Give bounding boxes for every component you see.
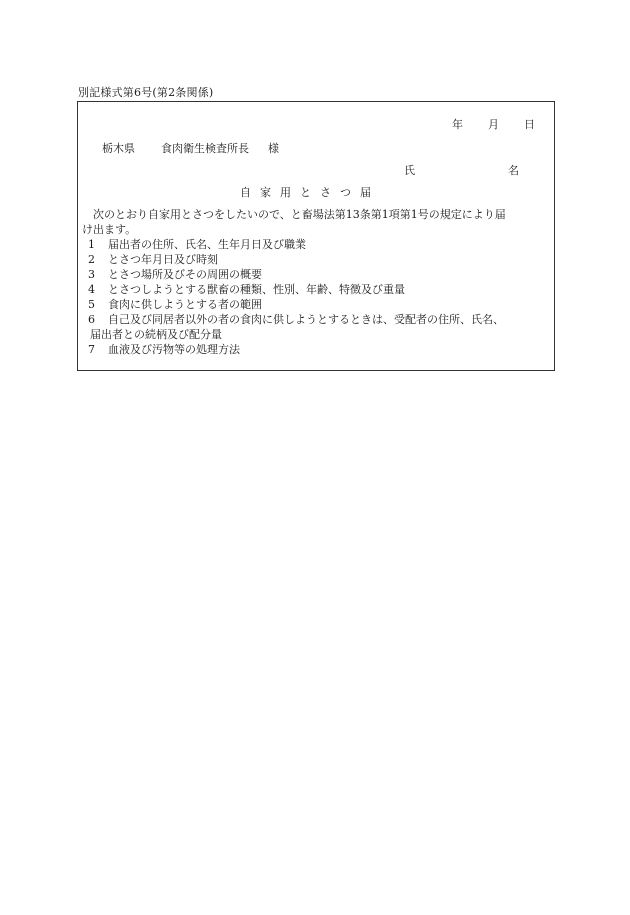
list-item-text: とさつ年月日及び時刻 xyxy=(108,253,218,266)
list-item-text: とさつしようとする獣畜の種類、性別、年齢、特徴及び重量 xyxy=(108,283,405,296)
list-item-number: 2 xyxy=(88,253,95,266)
list-item xyxy=(82,282,552,297)
list-item-text: 血液及び汚物等の処理方法 xyxy=(108,343,240,356)
list-item-number: 6 xyxy=(88,313,95,326)
day-label: 日 xyxy=(524,118,535,131)
form-body xyxy=(82,207,552,357)
addressee-office: 食肉衛生検査所長 xyxy=(161,142,249,155)
list-item xyxy=(82,342,552,357)
intro-paragraph: 次のとおり自家用とさつをしたいので、と畜場法第13条第1項第1号の規定により届 xyxy=(93,208,506,221)
list-item-number: 3 xyxy=(88,268,95,281)
list-item-number: 7 xyxy=(88,343,95,356)
intro-paragraph-continued: け出ます。 xyxy=(82,223,137,236)
form-number-caption: 別記様式第6号(第2条関係) xyxy=(78,86,214,99)
month-label: 月 xyxy=(488,118,499,131)
list-item xyxy=(82,267,552,282)
list-item-number: 1 xyxy=(88,238,95,251)
list-item-text: 自己及び同居者以外の者の食肉に供しようとするときは、受配者の住所、氏名、 xyxy=(108,313,504,326)
list-item xyxy=(82,297,552,312)
list-item xyxy=(82,252,552,267)
year-label: 年 xyxy=(452,118,463,131)
addressee-honorific: 様 xyxy=(268,142,279,155)
list-item-text: 食肉に供しようとする者の範囲 xyxy=(108,298,262,311)
name-family-label: 氏 xyxy=(404,164,415,177)
list-item-text: とさつ場所及びその周囲の概要 xyxy=(108,268,262,281)
form-title: 自家用とさつ届 xyxy=(240,186,380,199)
list-item xyxy=(82,312,552,327)
list-item xyxy=(82,237,552,252)
notification-form-box xyxy=(77,101,555,371)
addressee-prefecture: 栃木県 xyxy=(102,142,135,155)
name-given-label: 名 xyxy=(508,164,519,177)
list-item-continued: 届出者との続柄及び配分量 xyxy=(90,328,222,341)
list-item-number: 5 xyxy=(88,298,95,311)
list-item-text: 届出者の住所、氏名、生年月日及び職業 xyxy=(108,238,306,251)
list-item-number: 4 xyxy=(88,283,95,296)
